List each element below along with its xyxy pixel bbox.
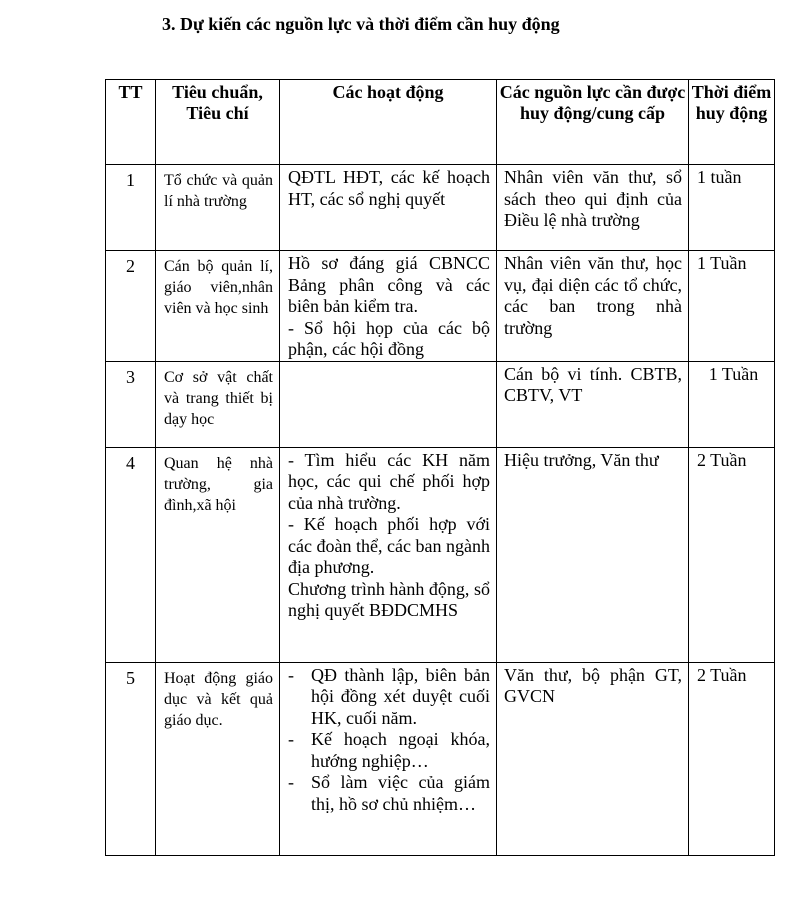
- header-time: Thời điểm huy động: [689, 80, 775, 165]
- activity-text: Sổ làm việc của giám thị, hồ sơ chủ nhiệm…: [311, 772, 490, 814]
- row-number: 5: [106, 662, 156, 855]
- activity-text: Chương trình hành động, sổ nghị quyết BĐDCMHS: [288, 578, 490, 620]
- activities-cell: [280, 165, 497, 251]
- time-cell: 1 tuần: [689, 165, 775, 251]
- section-heading: 3. Dự kiến các nguồn lực và thời điểm cần huy động: [162, 14, 560, 34]
- resource-table: [105, 79, 775, 856]
- header-resources: Các nguồn lực cần được huy động/cung cấp: [497, 80, 689, 165]
- activities-cell: [280, 662, 497, 855]
- activity-text: QĐ thành lập, biên bản hội đồng xét duyệt cuối HK, cuối năm.: [311, 664, 490, 728]
- row-number: 1: [106, 165, 156, 251]
- standard-cell: Cơ sở vật chất và trang thiết bị dạy học: [156, 361, 280, 447]
- standard-cell: Cán bộ quản lí, giáo viên,nhân viên và học sinh: [156, 251, 280, 362]
- header-row: [106, 80, 775, 165]
- time-cell: 1 Tuần: [689, 361, 775, 447]
- standard-cell: Quan hệ nhà trường, gia đình,xã hội: [156, 447, 280, 662]
- activity-text: - Kế hoạch phối hợp với các đoàn thể, các ban ngành địa phương.: [288, 514, 490, 577]
- table-row: [106, 165, 775, 251]
- resources-cell: Cán bộ vi tính. CBTB, CBTV, VT: [497, 361, 689, 447]
- table-row: [106, 447, 775, 662]
- header-standard: Tiêu chuẩn, Tiêu chí: [156, 80, 280, 165]
- table-row: [106, 662, 775, 855]
- dash-bullet-icon: -: [288, 729, 294, 749]
- header-tt: TT: [106, 80, 156, 165]
- bullet-item: [288, 665, 490, 730]
- dash-bullet-icon: -: [288, 664, 294, 685]
- activity-text: Kế hoạch ngoại khóa, hướng nghiệp…: [311, 729, 490, 771]
- resources-cell: Nhân viên văn thư, học vụ, đại diện các tổ chức, các ban trong nhà trường: [497, 251, 689, 362]
- standard-cell: Tổ chức và quản lí nhà trường: [156, 165, 280, 251]
- table-row: [106, 361, 775, 447]
- resources-cell: Nhân viên văn thư, sổ sách theo qui định của Điều lệ nhà trường: [497, 165, 689, 251]
- row-number: 2: [106, 251, 156, 362]
- activity-text: - Sổ hội họp của các bộ phận, các hội đồng: [288, 317, 490, 359]
- bullet-item: [288, 772, 490, 815]
- activities-cell: [280, 361, 497, 447]
- table-row: [106, 251, 775, 362]
- dash-bullet-icon: -: [288, 772, 294, 792]
- activities-cell: [280, 447, 497, 662]
- activities-cell: [280, 251, 497, 362]
- bullet-item: [288, 729, 490, 772]
- standard-cell: Hoạt động giáo dục và kết quả giáo dục.: [156, 662, 280, 855]
- header-activities: Các hoạt động: [280, 80, 497, 165]
- activity-text: Hồ sơ đáng giá CBNCC Bảng phân công và các biên bản kiểm tra.: [288, 253, 490, 316]
- activity-text: - Tìm hiểu các KH năm học, các qui chế phối hợp của nhà trường.: [288, 449, 490, 513]
- row-number: 3: [106, 361, 156, 447]
- row-number: 4: [106, 447, 156, 662]
- time-cell: 2 Tuần: [689, 447, 775, 662]
- time-cell: 2 Tuần: [689, 662, 775, 855]
- time-cell: 1 Tuần: [689, 251, 775, 362]
- activity-text: QĐTL HĐT, các kế hoạch HT, các sổ nghị quyết: [288, 167, 490, 209]
- resources-cell: Văn thư, bộ phận GT, GVCN: [497, 662, 689, 855]
- resources-cell: Hiệu trưởng, Văn thư: [497, 447, 689, 662]
